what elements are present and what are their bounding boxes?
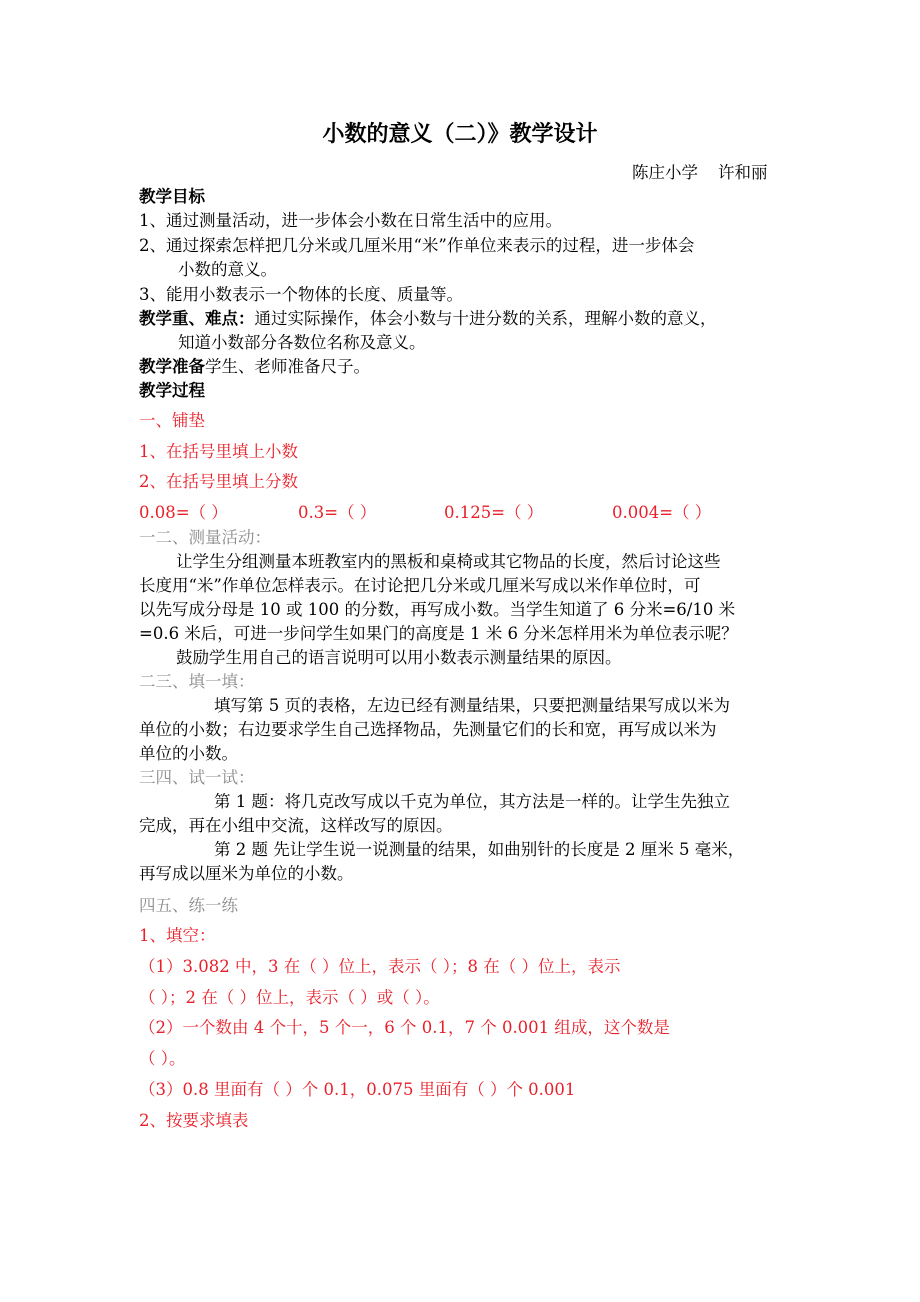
- section2-p1-line2: 长度用“米”作单位怎样表示。在讨论把几分米或几厘米写成以米作单位时，可: [139, 576, 701, 595]
- section3-heading: 二三、填一填：: [139, 672, 255, 691]
- process-heading: 教学过程: [139, 381, 205, 400]
- section2-heading-text: 一二、测量活动：: [139, 528, 271, 547]
- preparation-text: 学生、老师准备尺子。: [205, 357, 370, 376]
- question-2a: （2）一个数由 4 个十，5 个一，6 个 0.1，7 个 0.001 组成，这个数是: [139, 1018, 670, 1037]
- exercise-3: 0.125=（ ）: [444, 503, 544, 522]
- section3-line2: 单位的小数；右边要求学生自己选择物品，先测量它们的长和宽，再写成以米为: [139, 720, 717, 739]
- section2-p1-line3: 以先写成分母是 10 或 100 的分数，再写成小数。当学生知道了 6 分米=6/10 米: [139, 600, 736, 619]
- key-points-cont: 知道小数部分各数位名称及意义。: [178, 333, 426, 352]
- question-1b: （ ）；2 在（ ）位上，表示（ ）或（ ）。: [139, 988, 440, 1007]
- goal-item-3: 3、能用小数表示一个物体的长度、质量等。: [139, 285, 463, 304]
- key-points-label: 教学重、难点：: [139, 309, 255, 328]
- section2-p1-line4: =0.6 米后，可进一步问学生如果门的高度是 1 米 6 分米怎样用米为单位表示呢？: [139, 624, 738, 643]
- exercise-4: 0.004=（ ）: [612, 503, 712, 522]
- section2-p2: 鼓励学生用自己的语言说明可以用小数表示测量结果的原因。: [176, 648, 622, 667]
- section1-item-2: 2、在括号里填上分数: [139, 472, 298, 491]
- question-3: （3）0.8 里面有（ ）个 0.1，0.075 里面有（ ）个 0.001: [139, 1080, 576, 1099]
- goal-item-1: 1、通过测量活动，进一步体会小数在日常生活中的应用。: [139, 211, 562, 230]
- section2-p1-line1: 让学生分组测量本班教室内的黑板和桌椅或其它物品的长度，然后讨论这些: [176, 552, 721, 571]
- section1-heading: 一、铺垫: [139, 411, 205, 430]
- goal-item-2: 2、通过探索怎样把几分米或几厘米用“米”作单位来表示的过程，进一步体会: [139, 236, 695, 255]
- section1-item-1: 1、在括号里填上小数: [139, 442, 298, 461]
- preparation-line: [139, 356, 370, 378]
- section5-item-1: 1、填空：: [139, 926, 216, 945]
- section4-line4: 再写成以厘米为单位的小数。: [139, 864, 354, 883]
- key-points-line: [139, 308, 717, 330]
- key-points-text: 通过实际操作，体会小数与十进分数的关系，理解小数的意义，: [254, 309, 717, 328]
- section2-heading: [139, 527, 271, 549]
- author-name: 许和丽: [718, 163, 768, 182]
- section4-line1: 第 1 题：将几克改写成以千克为单位，其方法是一样的。让学生先独立: [214, 792, 730, 811]
- preparation-label: 教学准备: [139, 357, 205, 376]
- section3-line3: 单位的小数。: [139, 744, 238, 763]
- section5-item-2: 2、按要求填表: [139, 1111, 249, 1130]
- question-1a: （1）3.082 中，3 在（ ）位上，表示（ ）；8 在（ ）位上，表示: [139, 957, 621, 976]
- section5-heading: [139, 895, 238, 917]
- author-school: 陈庄小学: [632, 163, 698, 182]
- author-line: [632, 162, 768, 184]
- section3-line1: 填写第 5 页的表格，左边已经有测量结果，只要把测量结果写成以米为: [214, 696, 730, 715]
- section4-line3: 第 2 题 先让学生说一说测量的结果，如曲别针的长度是 2 厘米 5 毫米，: [214, 840, 745, 859]
- section5-heading-text: 四五、练一练: [139, 896, 238, 915]
- section4-line2: 完成，再在小组中交流，这样改写的原因。: [139, 816, 453, 835]
- page-title: 小数的意义（二）》教学设计: [322, 122, 598, 147]
- exercise-1: 0.08=（ ）: [139, 503, 228, 522]
- goal-item-2-cont: 小数的意义。: [178, 260, 277, 279]
- goals-heading: 教学目标: [139, 187, 205, 206]
- exercise-2: 0.3=（ ）: [298, 503, 377, 522]
- question-2b: （ ）。: [139, 1049, 186, 1068]
- section4-heading: 三四、试一试：: [139, 768, 255, 787]
